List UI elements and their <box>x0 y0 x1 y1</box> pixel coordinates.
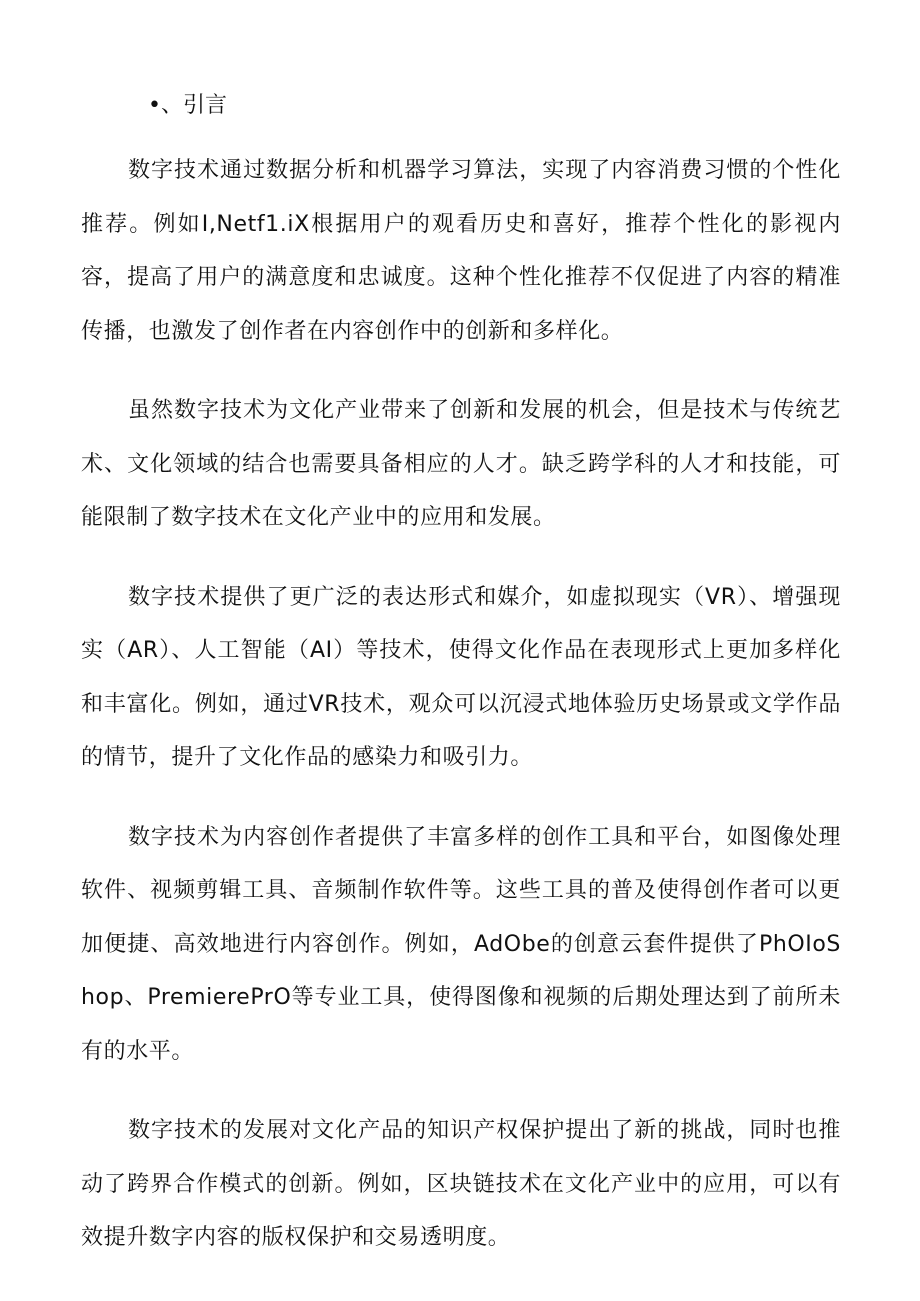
paragraph-creation-tools: 数字技术为内容创作者提供了丰富多样的创作工具和平台，如图像处理软件、视频剪辑工具、音频制作软件等。这些工具的普及使得创作者可以更加便捷、高效地进行内容创作。例如，AdObe的创意云套件提供了PhOIoShop、PremierePrO等专业工具，使得图像和视频的后期处理达到了前所未有的水平。 <box>81 824 841 1064</box>
paragraph-personalized-recommendation: 数字技术通过数据分析和机器学习算法，实现了内容消费习惯的个性化推荐。例如I,Netf1.iX根据用户的观看历史和喜好，推荐个性化的影视内容，提高了用户的满意度和忠诚度。这种个性化推荐不仅促进了内容的精准传播，也激发了创作者在内容创作中的创新和多样化。 <box>81 158 841 344</box>
paragraph-expression-forms: 数字技术提供了更广泛的表达形式和媒介，如虚拟现实（VR）、增强现实（AR）、人工智能（AI）等技术，使得文化作品在表现形式上更加多样化和丰富化。例如，通过VR技术，观众可以沉浸式地体验历史场景或文学作品的情节，提升了文化作品的感染力和吸引力。 <box>81 584 841 770</box>
paragraph-talent-shortage: 虽然数字技术为文化产业带来了创新和发展的机会，但是技术与传统艺术、文化领域的结合也需要具备相应的人才。缺乏跨学科的人才和技能，可能限制了数字技术在文化产业中的应用和发展。 <box>81 398 841 530</box>
section-heading: •、引言 <box>148 93 227 118</box>
document-body <box>81 144 841 1291</box>
paragraph-ip-protection: 数字技术的发展对文化产品的知识产权保护提出了新的挑战，同时也推动了跨界合作模式的创新。例如，区块链技术在文化产业中的应用，可以有效提升数字内容的版权保护和交易透明度。 <box>81 1118 841 1250</box>
